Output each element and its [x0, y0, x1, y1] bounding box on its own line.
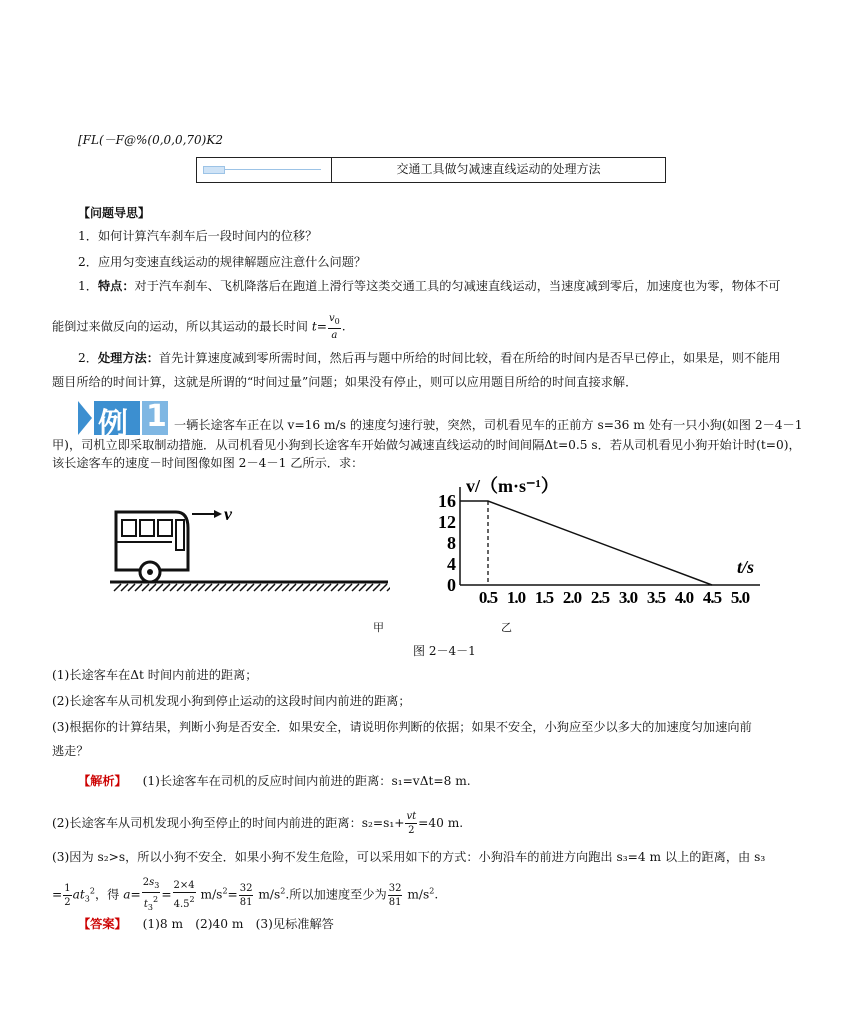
section-title-box [196, 157, 666, 183]
x-tick-label: 0.5 [478, 588, 498, 607]
subquestion-3: (3)根据你的计算结果，判断小狗是否安全．如果安全，请说明你判断的依据；如果不安全，小狗应至少以多大的加速度匀加速向前 [52, 720, 752, 734]
feature-paragraph-cont: 能倒过来做反向的运动，所以其运动的最长时间 t= $\frac{v_0}{a}$ . [52, 313, 346, 341]
formula-32-81: $\frac{32}{81}$ [239, 882, 253, 908]
formula-vt-over-2: $\frac{vt}{2}$ [406, 811, 417, 836]
analysis-line-2 [52, 810, 812, 837]
x-tick-label: 3.5 [646, 588, 666, 607]
velocity-line [460, 501, 712, 585]
question-1: 1．如何计算汽车刹车后一段时间内的位移？ [78, 229, 318, 243]
method-paragraph-cont: 题目所给的时间计算，这就是所谓的“时间过量”问题；如果没有停止，则可以应用题目所给的时间直接求解． [52, 375, 638, 389]
x-tick-label: 3.0 [618, 588, 638, 607]
analysis-label: 【解析】 [78, 774, 127, 788]
feature-text-2: 能倒过来做反向的运动，所以其运动的最长时间 [52, 319, 312, 334]
y-tick-label: 0 [447, 575, 456, 595]
example-line-3: 该长途客车的速度－时间图像如图 2－4－1 乙所示．求： [52, 456, 364, 470]
x-tick-label: 2.5 [590, 588, 610, 607]
answer-line [78, 912, 812, 936]
bus-velocity-label: v [224, 504, 232, 524]
formula-32-81-final: $\frac{32}{81}$ [388, 882, 402, 908]
formula-2s3-over-t3sq: $\frac{2s_3}{t_3^2}$ [142, 877, 160, 912]
y-tick-label: 16 [438, 491, 456, 511]
y-axis-label: v/（m·s⁻¹） [466, 476, 559, 496]
ground-hatch [114, 584, 390, 591]
y-tick-label: 4 [447, 554, 456, 574]
method-text: 首先计算速度减到零所需时间，然后再与题中所给的时间比较，看在所给的时间内是否早已停止，如果是，则不能用 [158, 351, 781, 365]
subquestion-3-cont: 逃走？ [52, 744, 89, 758]
example-line-1: 一辆长途客车正在以 v=16 m/s 的速度匀速行驶，突然，司机看见车的正前方 s=36 m 处有一只小狗(如图 2－4－1 [174, 418, 803, 432]
formula-v0-over-a: $\frac{v_0}{a}$ [328, 313, 340, 341]
feature-label: 特点： [97, 279, 135, 293]
formula-numeric: $\frac{2\times 4}{4.5^2}$ [173, 880, 195, 910]
x-tick-label: 1.5 [534, 588, 554, 607]
subquestion-1: (1)长途客车在Δt 时间内前进的距离； [52, 668, 258, 682]
method-label: 处理方法： [97, 351, 159, 365]
y-tick-label: 8 [447, 533, 456, 553]
feature-paragraph: 1．特点：对于汽车刹车、飞机降落后在跑道上滑行等这类交通工具的匀减速直线运动，当速度减到零后，加速度也为零，物体不可 [78, 279, 781, 293]
example-badge [78, 399, 168, 442]
subquestion-2: (2)长途客车从司机发现小狗到停止运动的这段时间内前进的距离； [52, 694, 411, 708]
answer-label: 【答案】 [78, 917, 127, 931]
x-tick-label: 1.0 [506, 588, 526, 607]
x-axis-label: t/s [737, 557, 755, 577]
feature-text: 对于汽车刹车、飞机降落后在跑道上滑行等这类交通工具的匀减速直线运动，当速度减到零后，加速度也为零，物体不可 [134, 279, 781, 293]
guide-heading: 【问题导思】 [78, 206, 151, 220]
analysis-line-1 [78, 769, 812, 793]
section-title: 交通工具做匀减速直线运动的处理方法 [396, 162, 601, 176]
answer-text: (1)8 m (2)40 m (3)见标准解答 [142, 917, 334, 931]
formula-one-half: $\frac{1}{2}$ [64, 882, 71, 908]
example-badge-char: 例 [98, 407, 128, 442]
example-line-2: 甲)，司机立即采取制动措施．从司机看见小狗到长途客车开始做匀减速直线运动的时间间隔Δt=0.5 s．若从司机看见小狗开始计时(t=0)， [52, 438, 801, 452]
question-2: 2．应用匀变速直线运动的规律解题应注意什么问题？ [78, 255, 367, 269]
analysis-text-2: (2)长途客车从司机发现小狗至停止的时间内前进的距离：s₂=s₁+ [52, 816, 405, 830]
x-tick-label: 5.0 [730, 588, 750, 607]
analysis-text-1: (1)长途客车在司机的反应时间内前进的距离：s₁=vΔt=8 m. [142, 774, 471, 788]
y-tick-label: 12 [438, 512, 456, 532]
fig-label-jia: 甲 [373, 621, 384, 634]
x-tick-label: 4.5 [702, 588, 722, 607]
analysis-text-2b: =40 m. [418, 816, 464, 830]
bus-figure [110, 498, 390, 598]
vt-chart [420, 470, 780, 610]
analysis-line-3: (3)因为 s₂>s，所以小狗不安全．如果小狗不发生危险，可以采用如下的方式：小狗沿车的前进方向跑出 s₃=4 m 以上的距离，由 s₃ [52, 850, 766, 864]
fig-label-yi: 乙 [501, 621, 512, 634]
figure-caption: 图 2－4－1 [413, 644, 476, 658]
analysis-line-4: = $\frac{1}{2}$ $at_3^2$，得 a= $\frac{2s_3}{t_3^2}$ = $\frac{2\times 4}{4.5^2}$ $m/s^2=$ $\frac{32}{81}$ $m/s^2$.所以加速度至少为 $\frac{32}{81}$ $m/s^2$. [52, 877, 439, 912]
format-marker: [FL(－F@%(0,0,0,70)K2 [78, 133, 223, 147]
example-badge-number: 1 [146, 399, 167, 434]
title-box-decoration [197, 158, 332, 182]
x-tick-label: 2.0 [562, 588, 582, 607]
x-tick-label: 4.0 [674, 588, 694, 607]
method-paragraph: 2．处理方法：首先计算速度减到零所需时间，然后再与题中所给的时间比较，看在所给的时间内是否早已停止，如果是，则不能用 [78, 351, 781, 365]
